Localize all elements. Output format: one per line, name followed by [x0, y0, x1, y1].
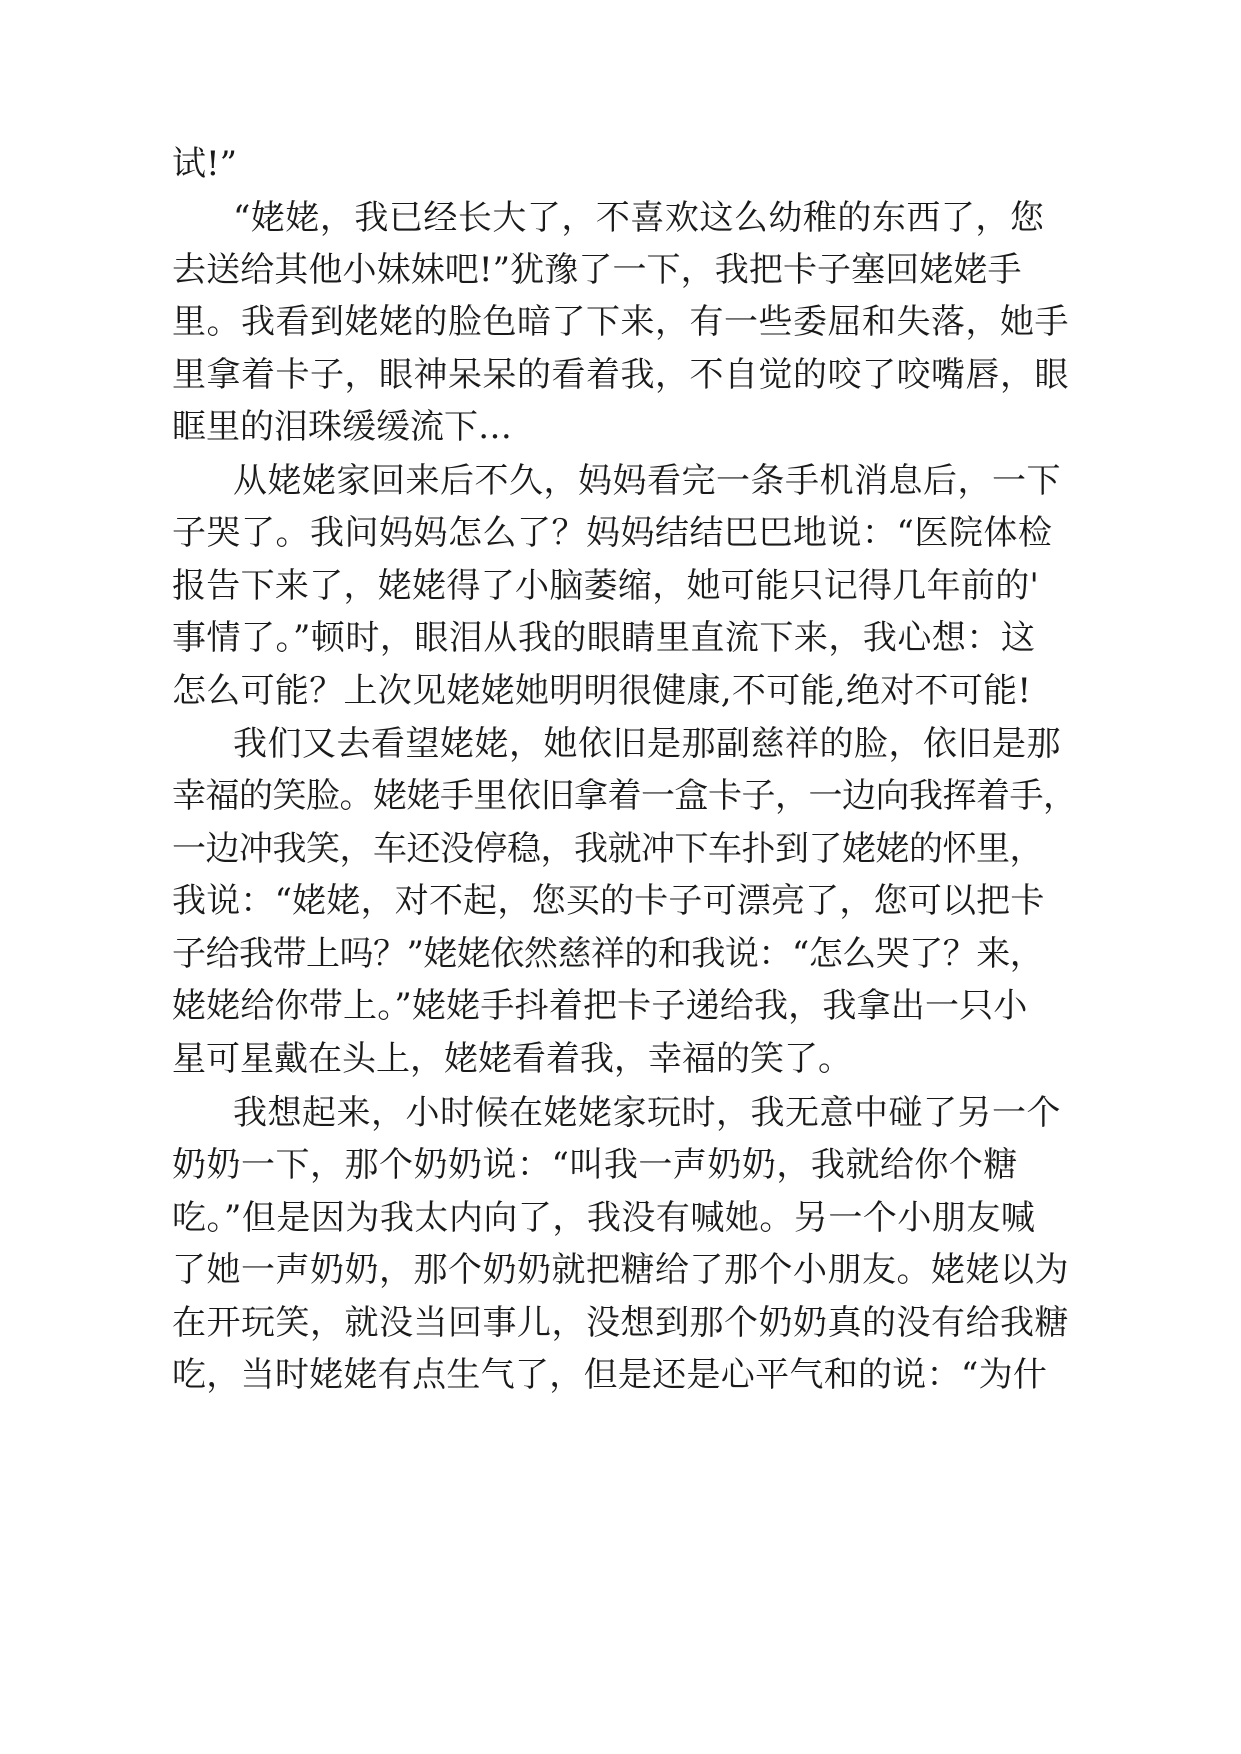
paragraph-first-line: 我们又去看望姥姥，她依旧是那副慈祥的脸，依旧是那 — [233, 724, 1061, 764]
paragraph-first-line: “姥姥，我已经长大了，不喜欢这么幼稚的东西了，您 — [233, 198, 1045, 238]
text-line: 里。我看到姥姥的脸色暗了下来，有一些委屈和失落，她手 — [172, 302, 1069, 342]
paragraph-first-line: 我想起来，小时候在姥姥家玩时，我无意中碰了另一个 — [233, 1093, 1061, 1133]
text-line: 事情了。”顿时，眼泪从我的眼睛里直流下来，我心想：这 — [172, 618, 1036, 658]
text-line: 一边冲我笑，车还没停稳，我就冲下车扑到了姥姥的怀里， — [172, 829, 1043, 869]
text-line: 去送给其他小妹妹吧!”犹豫了一下，我把卡子塞回姥姥手 — [172, 250, 1022, 290]
text-line: 吃，当时姥姥有点生气了，但是还是心平气和的说：“为什 — [172, 1355, 1048, 1395]
text-line: 幸福的笑脸。姥姥手里依旧拿着一盒卡子，一边向我挥着手， — [172, 776, 1077, 816]
text-line: 子给我带上吗？”姥姥依然慈祥的和我说：“怎么哭了？来， — [172, 934, 1044, 974]
text-line: 星可星戴在头上，姥姥看着我，幸福的笑了。 — [172, 1039, 852, 1079]
text-line: 吃。”但是因为我太内向了，我没有喊她。另一个小朋友喊 — [172, 1198, 1036, 1238]
text-line: 姥姥给你带上。”姥姥手抖着把卡子递给我，我拿出一只小 — [172, 986, 1028, 1026]
paragraph-first-line: 从姥姥家回来后不久，妈妈看完一条手机消息后，一下 — [233, 461, 1061, 501]
text-line: 了她一声奶奶，那个奶奶就把糖给了那个小朋友。姥姥以为 — [172, 1250, 1069, 1290]
text-line: 报告下来了，姥姥得了小脑萎缩，她可能只记得几年前的' — [172, 566, 1040, 606]
text-line: 里拿着卡子，眼神呆呆的看着我，不自觉的咬了咬嘴唇，眼 — [172, 355, 1069, 395]
text-line: 在开玩笑，就没当回事儿，没想到那个奶奶真的没有给我糖 — [172, 1303, 1069, 1343]
text-line: 我说：“姥姥，对不起，您买的卡子可漂亮了，您可以把卡 — [172, 881, 1045, 921]
text-line: 试!” — [172, 144, 238, 184]
text-line: 奶奶一下，那个奶奶说：“叫我一声奶奶，我就给你个糖 — [172, 1145, 1018, 1185]
text-line: 怎么可能？上次见姥姥她明明很健康,不可能,绝对不可能! — [172, 671, 1032, 711]
text-line: 眶里的泪珠缓缓流下… — [172, 407, 512, 447]
text-line: 子哭了。我问妈妈怎么了？妈妈结结巴巴地说：“医院体检 — [172, 513, 1053, 553]
